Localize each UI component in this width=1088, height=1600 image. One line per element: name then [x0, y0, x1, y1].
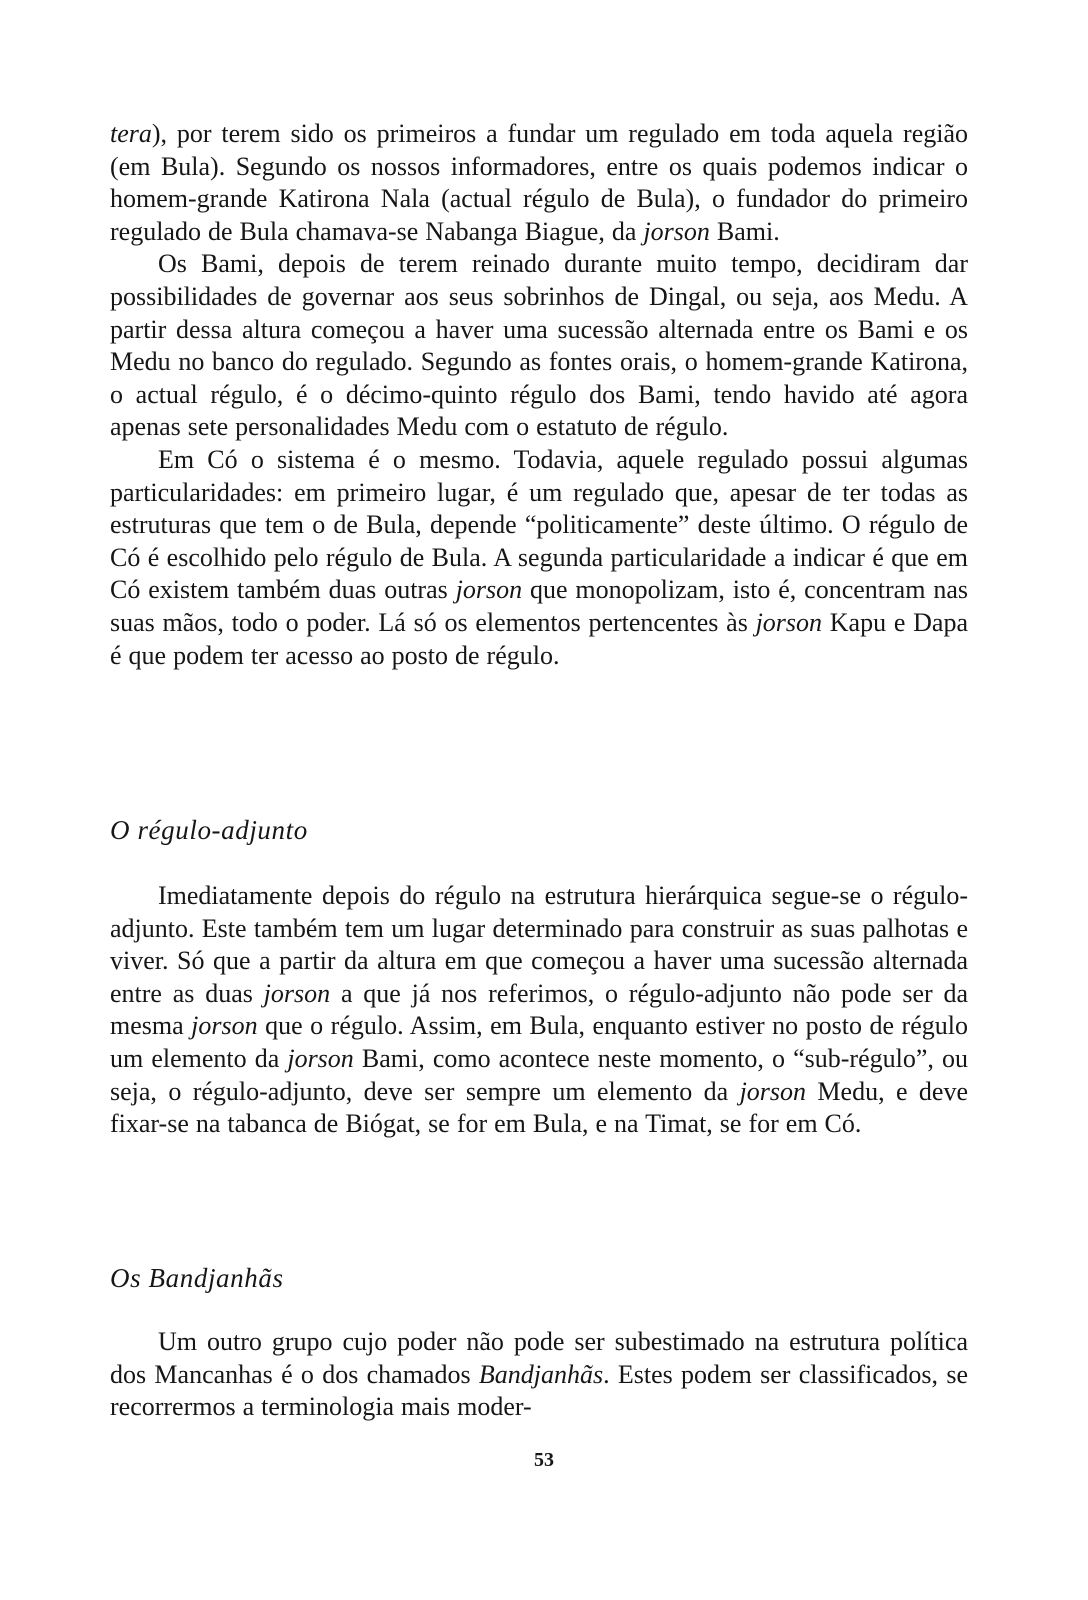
section-heading-regulo-adjunto: O régulo-adjunto — [110, 815, 308, 845]
section-regulo-adjunto-text — [110, 880, 968, 1141]
emphasis-tera: tera — [110, 119, 152, 148]
emphasis-jorson: jorson — [643, 216, 710, 246]
emphasis-jorson: jorson — [191, 1011, 258, 1041]
paragraph-co-system: Em Có o sistema é o mesmo. Todavia, aquele regulado possui algumas particularidades: em primeiro lugar, é um regulado que, apesar de ter todas as estruturas que tem o de Bula, depende “politicamente” deste último. O régulo de Có é escolhido pelo régulo de Bula. A segunda particularidade a indicar é que em Có existem também duas outras jorson que monopolizam, isto é, concentram nas suas mãos, todo o poder. Lá só os elementos pertencentes às jorson Kapu e Dapa é que podem ter acesso ao posto de régulo. — [110, 444, 968, 670]
emphasis-jorson: jorson — [263, 978, 331, 1008]
page-number: 53 — [534, 1449, 554, 1471]
emphasis-jorson: jorson — [287, 1043, 354, 1073]
paragraph-regulo-adjunto: Imediatamente depois do régulo na estrutura hierárquica segue-se o régulo-adjunto. Este também tem um lugar determinado para construir as suas palhotas e viver. Só que a partir da altura em que começou a haver uma sucessão alternada entre as duas jorson a que já nos referimos, o régulo-adjunto não pode ser da mesma jorson que o régulo. Assim, em Bula, enquanto estiver no posto de régulo um elemento da jorson Bami, como acontece neste momento, o “sub-régulo”, ou seja, o régulo-adjunto, deve ser sempre um elemento da jorson Medu, e deve fixar-se na tabanca de Biógat, se for em Bula, e na Timat, se for em Có. — [110, 881, 968, 1139]
section-heading-bandjanhas: Os Bandjanhãs — [110, 1263, 284, 1293]
paragraph-bandjanhas: Um outro grupo cujo poder não pode ser subestimado na estrutura política dos Mancanhas é o dos chamados Bandjanhãs. Estes podem ser classificados, se recorrermos a terminologia mais moder- — [110, 1327, 968, 1422]
emphasis-jorson: jorson — [455, 575, 523, 605]
section-regulado-text — [110, 118, 968, 672]
emphasis-jorson: jorson — [755, 607, 823, 637]
paragraph-succession: Os Bami, depois de terem reinado durante muito tempo, decidiram dar possibilidades de governar aos seus sobrinhos de Dingal, ou seja, aos Medu. A partir dessa altura começou a haver uma sucessão alternada entre os Bami e os Medu no banco do regulado. Segundo as fontes orais, o homem-grande Katirona, o actual régulo, é o décimo-quinto régulo dos Bami, tendo havido até agora apenas sete personalidades Medu com o estatuto de régulo. — [110, 249, 968, 442]
paragraph-founders: tera), por terem sido os primeiros a fundar um regulado em toda aquela região (em Bula). Segundo os nossos informadores, entre os quais podemos indicar o homem-grande Katirona Nala (actual régulo de Bula), o fundador do primeiro regulado de Bula chamava-se Nabanga Biague, da jorson Bami. — [110, 119, 968, 246]
section-bandjanhas-text — [110, 1326, 968, 1424]
emphasis-jorson: jorson — [739, 1076, 807, 1106]
emphasis-bandjanhas: Bandjanhãs — [478, 1359, 604, 1389]
